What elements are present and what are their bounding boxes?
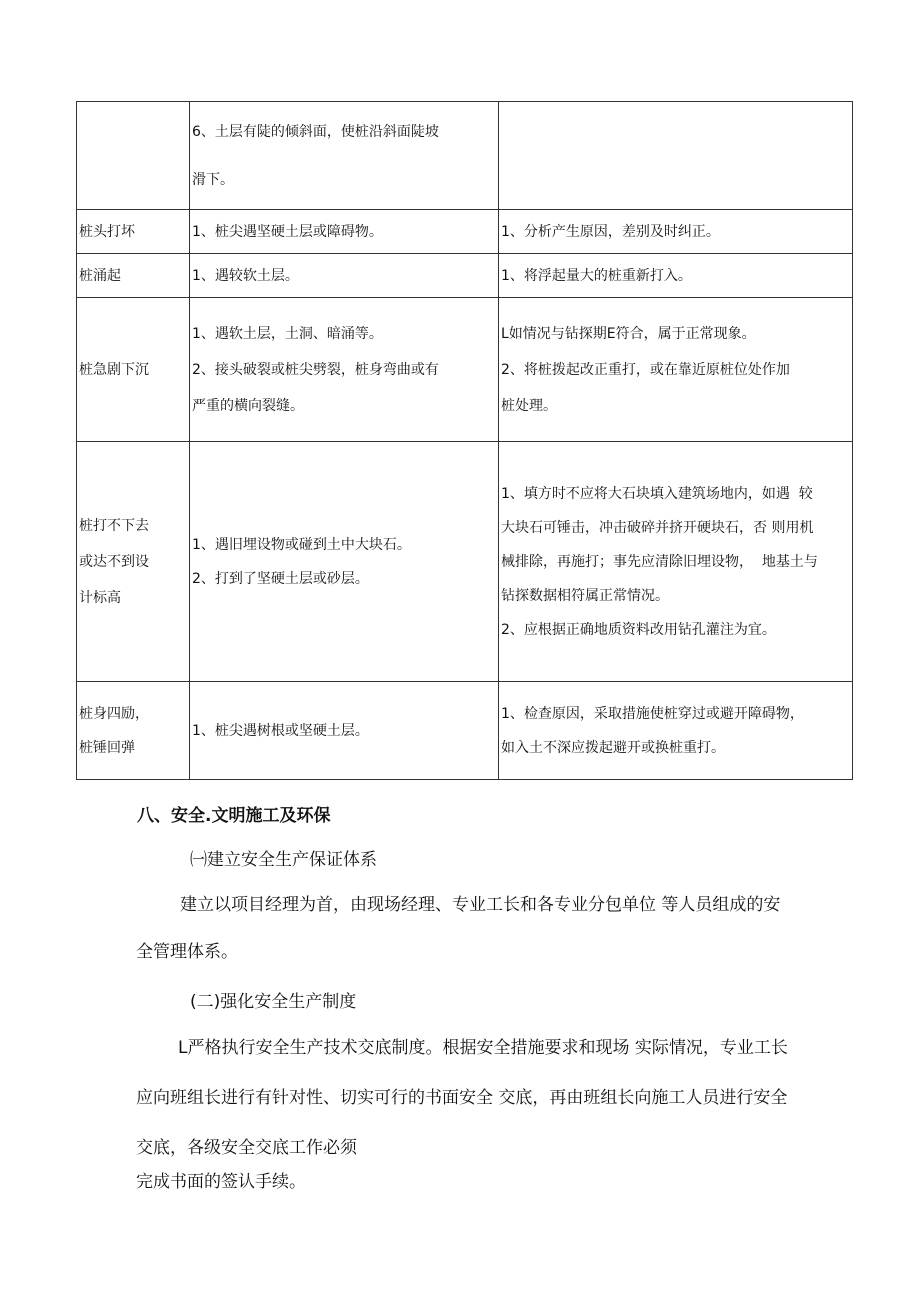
table-cell-c3 <box>499 102 853 210</box>
paragraph-2-line-4: 完成书面的签认手续。 <box>136 1172 306 1192</box>
cell-text-line: L如情况与钻探期E符合，属于正常现象。 <box>501 325 756 342</box>
cell-text-line: 2、应根据正确地质资料改用钻孔灌注为宜。 <box>501 621 776 638</box>
cell-text-line: 桩身四励， <box>79 705 149 722</box>
paragraph-2-line-1: L严格执行安全生产技术交底制度。根据安全措施要求和现场 实际情况，专业工长 <box>178 1038 788 1058</box>
subheading-2: (二)强化安全生产制度 <box>190 992 357 1012</box>
table-cell-c1 <box>77 682 190 780</box>
cell-text-line: 严重的横向裂缝。 <box>192 397 304 414</box>
table-cell-c3 <box>499 442 853 682</box>
cell-text-line: 1、分析产生原因，差别及时纠正。 <box>501 223 720 240</box>
paragraph-2-line-3: 交底，各级安全交底工作必须 <box>136 1138 357 1158</box>
paragraph-2-line-2: 应向班组长进行有针对性、切实可行的书面安全 交底，再由班组长向施工人员进行安全 <box>136 1088 788 1108</box>
paragraph-1-line-2: 全管理体系。 <box>136 942 238 962</box>
table-cell-c1 <box>77 298 190 442</box>
cell-text-line: 1、遇较软土层。 <box>192 267 299 284</box>
cell-text-line: 1、桩尖遇树根或坚硬土层。 <box>192 722 369 739</box>
cell-text-line: 1、桩尖遇坚硬土层或障碍物。 <box>192 223 383 240</box>
cell-text-line: 滑下。 <box>192 171 234 188</box>
cell-text-line: 2、打到了坚硬土层或砂层。 <box>192 570 369 587</box>
cell-text-line: 2、接头破裂或桩尖劈裂，桩身弯曲或有 <box>192 361 439 378</box>
table-row <box>77 210 853 254</box>
cell-text-line: 桩处理。 <box>501 397 557 414</box>
table-cell-c1 <box>77 102 190 210</box>
table-cell-c2 <box>190 254 499 298</box>
table-row <box>77 682 853 780</box>
table-cell-c2 <box>190 442 499 682</box>
subheading-1: ㈠建立安全生产保证体系 <box>190 850 377 870</box>
cell-text-line: 如入土不深应拨起避开或换桩重打。 <box>501 739 725 756</box>
pile-problem-table <box>76 101 853 780</box>
paragraph-1-line-1: 建立以项目经理为首，由现场经理、专业工长和各专业分包单位 等人员组成的安 <box>180 895 781 915</box>
cell-text-line: 2、将桩拨起改正重打，或在靠近原桩位处作加 <box>501 361 790 378</box>
table-cell-c1 <box>77 254 190 298</box>
cell-text-line: 桩打不下去 <box>79 517 149 534</box>
table-cell-c1 <box>77 210 190 254</box>
table-row <box>77 102 853 210</box>
cell-text-line: 桩涌起 <box>79 267 121 284</box>
table-cell-c2 <box>190 298 499 442</box>
table-cell-c3 <box>499 210 853 254</box>
table-cell-c3 <box>499 682 853 780</box>
table-cell-c1 <box>77 442 190 682</box>
section-heading: 八、安全.文明施工及环保 <box>137 806 331 826</box>
table-row <box>77 442 853 682</box>
table-cell-c2 <box>190 102 499 210</box>
cell-text-line: 械排除，再施打；事先应清除旧埋设物， 地基土与 <box>501 553 818 570</box>
cell-text-line: 大块石可锤击，冲击破碎并挤开硬块石，否 则用机 <box>501 519 814 536</box>
cell-text-line: 钻探数据相符属正常情况。 <box>501 587 669 604</box>
table-row <box>77 254 853 298</box>
cell-text-line: 1、填方时不应将大石块填入建筑场地内，如遇 较 <box>501 485 813 502</box>
table-cell-c2 <box>190 682 499 780</box>
cell-text-line: 1、检查原因，采取措施使桩穿过或避开障碍物， <box>501 705 804 722</box>
table-cell-c2 <box>190 210 499 254</box>
cell-text-line: 1、遇旧埋设物或碰到土中大块石。 <box>192 536 411 553</box>
table-row <box>77 298 853 442</box>
cell-text-line: 计标高 <box>79 589 121 606</box>
table-cell-c3 <box>499 254 853 298</box>
cell-text-line: 1、将浮起量大的桩重新打入。 <box>501 267 692 284</box>
table-body <box>77 102 853 780</box>
cell-text-line: 或达不到设 <box>79 553 149 570</box>
cell-text-line: 桩急剧下沉 <box>79 361 149 378</box>
cell-text-line: 1、遇软土层，土洞、暗涌等。 <box>192 325 383 342</box>
cell-text-line: 桩锤回弹 <box>79 739 135 756</box>
cell-text-line: 6、土层有陡的倾斜面，使桩沿斜面陡坡 <box>192 123 439 140</box>
table-cell-c3 <box>499 298 853 442</box>
cell-text-line: 桩头打坏 <box>79 223 135 240</box>
